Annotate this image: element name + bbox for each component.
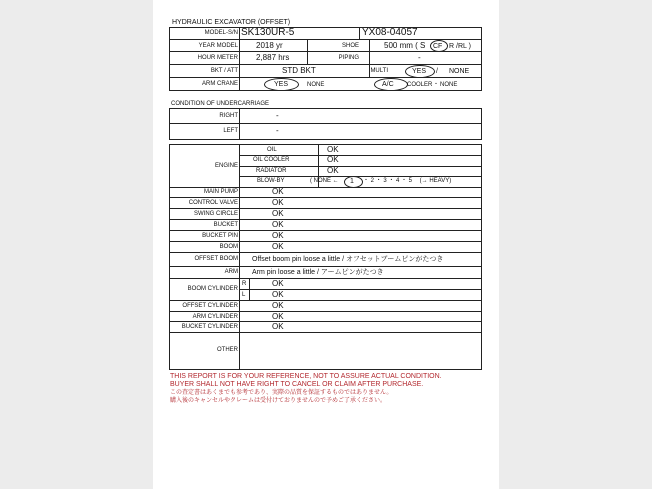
hour-label: HOUR METER	[197, 55, 238, 61]
year-value: 2018 yr	[256, 41, 283, 50]
row-label-main-pump: MAIN PUMP	[203, 189, 238, 195]
disclaimer-line-4: 購入後のキャンセルやクレームは受付けておりませんので予めご了承ください。	[170, 398, 387, 404]
row-value-offset-boom: Offset boom pin loose a little / オフセットブームピンがたつき	[252, 256, 444, 263]
engine-cooler-value: OK	[327, 155, 339, 164]
ac-none: NONE	[440, 82, 458, 88]
row-value-arm-cylinder: OK	[272, 312, 284, 321]
serial-value: YX08-04057	[362, 27, 418, 38]
disclaimer-line-2: BUYER SHALL NOT HAVE RIGHT TO CANCEL OR CLAIM AFTER PURCHASE.	[170, 381, 424, 388]
boom-cylinder-label: BOOM CYLINDER	[187, 286, 238, 292]
engine-label: ENGINE	[214, 163, 238, 169]
uc-left-label: LEFT	[223, 128, 238, 134]
blowby-selected-value: 1	[350, 178, 354, 185]
disclaimer-line-3: この査定書はあくまでも参考であり、実際の品質を保証するものではありません。	[170, 390, 393, 396]
row-value-boom: OK	[272, 242, 284, 251]
row-label-boom: BOOM	[219, 244, 238, 250]
undercarriage-heading: CONDITION OF UNDERCARRIAGE	[171, 101, 270, 107]
row-value-bucket: OK	[272, 220, 284, 229]
boom-cylinder-r-label: R	[242, 281, 247, 287]
shoe-label: SHOE	[341, 43, 359, 49]
row-value-bucket-cylinder: OK	[272, 322, 284, 331]
row-label-bucket: BUCKET	[213, 222, 238, 228]
multi-none: NONE	[449, 68, 470, 75]
row-value-main-pump: OK	[272, 187, 284, 196]
crane-label: ARM CRANE	[201, 81, 238, 87]
boom-cylinder-l-value: OK	[272, 290, 284, 299]
blowby-scale-left: ( NONE ←	[310, 178, 339, 184]
row-label-bucket-pin: BUCKET PIN	[202, 233, 238, 239]
row-value-offset-cylinder: OK	[272, 301, 284, 310]
bkt-label: BKT / ATT	[210, 68, 238, 74]
model-value: SK130UR-5	[241, 27, 295, 38]
inspection-sheet	[153, 0, 499, 489]
uc-right-value: -	[276, 111, 279, 120]
model-label: MODEL-S/N	[204, 30, 238, 36]
boom-cylinder-r-value: OK	[272, 279, 284, 288]
bkt-value: STD BKT	[282, 66, 316, 75]
crane-yes: YES	[274, 81, 289, 88]
row-value-swing-circle: OK	[272, 209, 284, 218]
crane-none: NONE	[307, 82, 325, 88]
ac-sep: ・	[433, 82, 440, 88]
engine-blowby-label: BLOW-BY	[257, 178, 285, 184]
engine-oil-label: OIL	[267, 147, 277, 153]
cooler-label: COOLER	[407, 82, 433, 88]
row-label-swing-circle: SWING CIRCLE	[193, 211, 238, 217]
multi-label: MULTI	[370, 68, 388, 74]
shoe-value: 500 mm ( S	[384, 41, 426, 50]
row-value-bucket-pin: OK	[272, 231, 284, 240]
undercarriage-table	[169, 108, 482, 140]
uc-left-value: -	[276, 126, 279, 135]
multi-yes: YES	[412, 68, 427, 75]
boom-cylinder-l-label: L	[242, 292, 246, 298]
row-label-control-valve: CONTROL VALVE	[188, 200, 238, 206]
year-label: YEAR MODEL	[198, 43, 238, 49]
engine-oil-value: OK	[327, 145, 339, 154]
multi-sep: /	[436, 68, 438, 75]
ac-label: A/C	[382, 81, 394, 88]
engine-radiator-label: RADIATOR	[256, 168, 287, 174]
shoe-option-rest: R /RL )	[449, 43, 471, 50]
piping-value: -	[418, 53, 421, 62]
row-value-control-valve: OK	[272, 198, 284, 207]
row-label-arm: ARM	[224, 269, 238, 275]
disclaimer-line-1: THIS REPORT IS FOR YOUR REFERENCE, NOT TO ASSURE ACTUAL CONDITION.	[170, 373, 442, 380]
blowby-scale-rest: ・ 2 ・ 3 ・ 4 ・ 5 (→ HEAVY)	[363, 178, 452, 184]
hour-value: 2,887 hrs	[256, 53, 290, 62]
shoe-option-cf: CF	[433, 43, 443, 50]
row-value-arm: Arm pin loose a little / アームピンがたつき	[252, 269, 384, 276]
row-label-arm-cylinder: ARM CYLINDER	[192, 314, 238, 320]
engine-cooler-label: OIL COOLER	[253, 157, 290, 163]
other-label: OTHER	[217, 347, 238, 353]
other-notes-area	[240, 333, 480, 368]
uc-right-label: RIGHT	[219, 113, 238, 119]
engine-radiator-value: OK	[327, 166, 339, 175]
row-label-offset-cylinder: OFFSET CYLINDER	[182, 303, 238, 309]
row-label-bucket-cylinder: BUCKET CYLINDER	[181, 324, 238, 330]
piping-label: PIPING	[338, 55, 359, 61]
row-label-offset-boom: OFFSET BOOM	[194, 256, 238, 262]
sheet-title: HYDRAULIC EXCAVATOR (OFFSET)	[172, 19, 291, 26]
